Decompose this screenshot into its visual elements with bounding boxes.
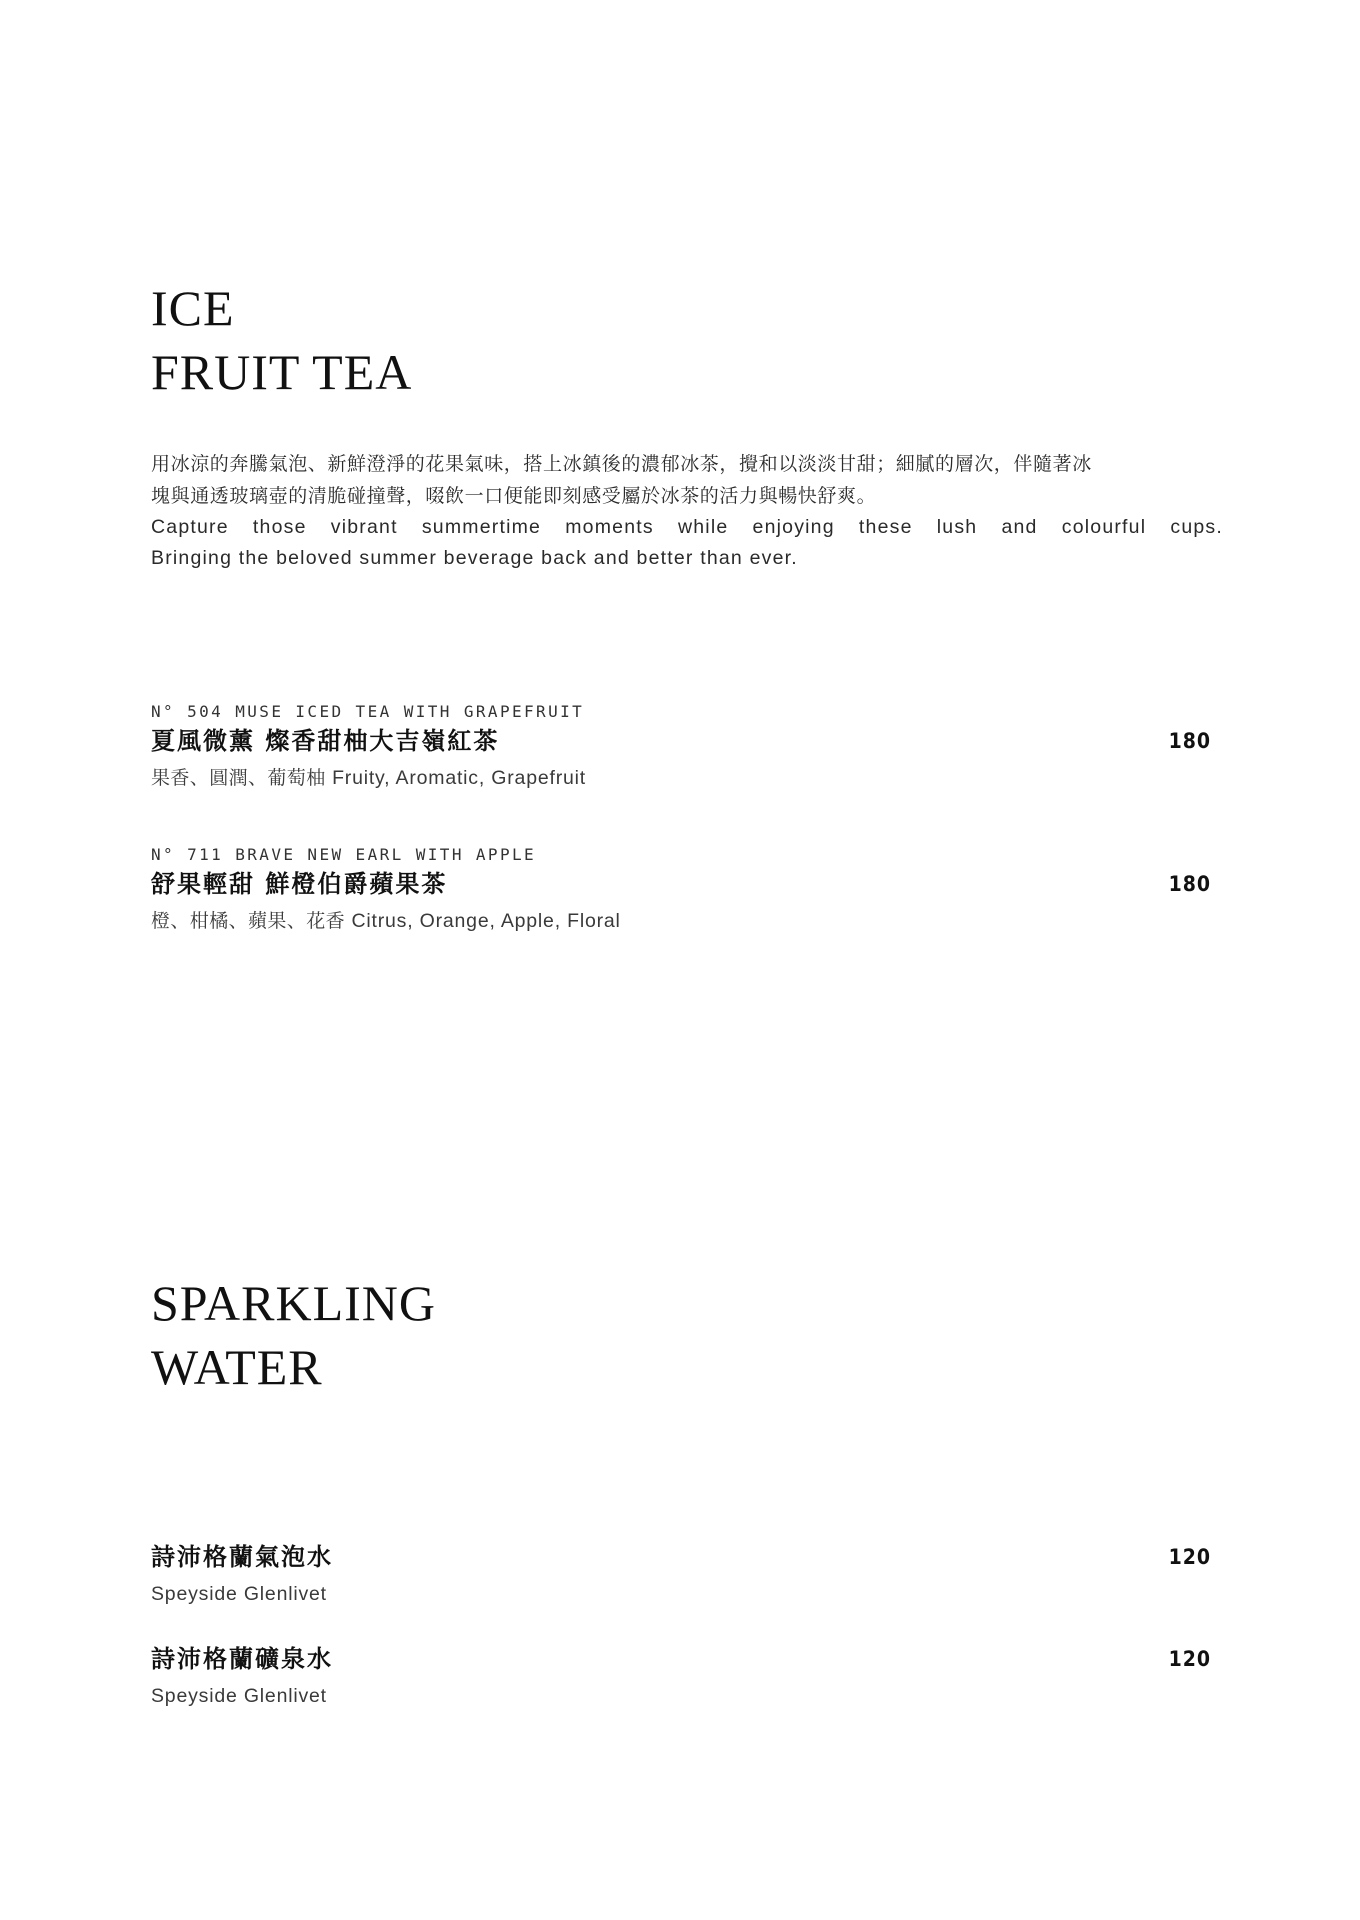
intro-zh-line2: 塊與通透玻璃壺的清脆碰撞聲，啜飲一口便能即刻感受屬於冰茶的活力與暢快舒爽。 — [151, 485, 877, 507]
menu-item-mineral-water — [151, 1642, 1211, 1712]
item-name: 詩沛格蘭礦泉水 — [151, 1645, 333, 1673]
item-description — [151, 762, 1211, 794]
item-description-en: Citrus, Orange, Apple, Floral — [351, 910, 621, 932]
item-description-zh: 橙、柑橘、蘋果、花香 — [151, 910, 346, 932]
section-title-line2: FRUIT TEA — [151, 344, 413, 400]
item-description — [151, 1680, 1211, 1712]
item-name: 夏風微薰 燦香甜柚大吉嶺紅茶 — [151, 727, 500, 755]
item-price: 120 — [1168, 1647, 1211, 1671]
menu-item-711 — [151, 843, 1211, 937]
item-description-en: Speyside Glenlivet — [151, 1685, 327, 1707]
item-name: 舒果輕甜 鮮橙伯爵蘋果茶 — [151, 870, 448, 898]
intro-en-line1: Capture those vibrant summertime moments while enjoying these lush and colourful cups. — [151, 516, 1223, 538]
section-title-ice-fruit-tea — [151, 276, 412, 404]
item-description — [151, 905, 1211, 937]
section-title-line1: ICE — [151, 280, 235, 336]
intro-zh-line1: 用冰涼的奔騰氣泡、新鮮澄淨的花果氣味，搭上冰鎮後的濃郁冰茶，攪和以淡淡甘甜；細膩的層次，伴隨著冰 — [151, 453, 1092, 475]
item-description-en: Speyside Glenlivet — [151, 1583, 327, 1605]
intro-en-line2: Bringing the beloved summer beverage back and better than ever. — [151, 547, 798, 569]
item-description — [151, 1578, 1211, 1610]
item-description-zh: 果香、圓潤、葡萄柚 — [151, 767, 326, 789]
item-price: 180 — [1168, 872, 1211, 896]
section-title-line1: SPARKLING — [151, 1275, 437, 1331]
section-intro — [151, 448, 1223, 574]
item-code: N° 504 MUSE ICED TEA WITH GRAPEFRUIT — [151, 702, 585, 721]
item-price: 120 — [1168, 1545, 1211, 1569]
item-description-en: Fruity, Aromatic, Grapefruit — [332, 767, 586, 789]
item-code: N° 711 BRAVE NEW EARL WITH APPLE — [151, 845, 537, 864]
item-name: 詩沛格蘭氣泡水 — [151, 1543, 333, 1571]
item-price: 180 — [1168, 729, 1211, 753]
menu-item-sparkling-water — [151, 1540, 1211, 1610]
section-title-line2: WATER — [151, 1339, 323, 1395]
section-title-sparkling-water — [151, 1271, 436, 1399]
menu-item-504 — [151, 700, 1211, 794]
